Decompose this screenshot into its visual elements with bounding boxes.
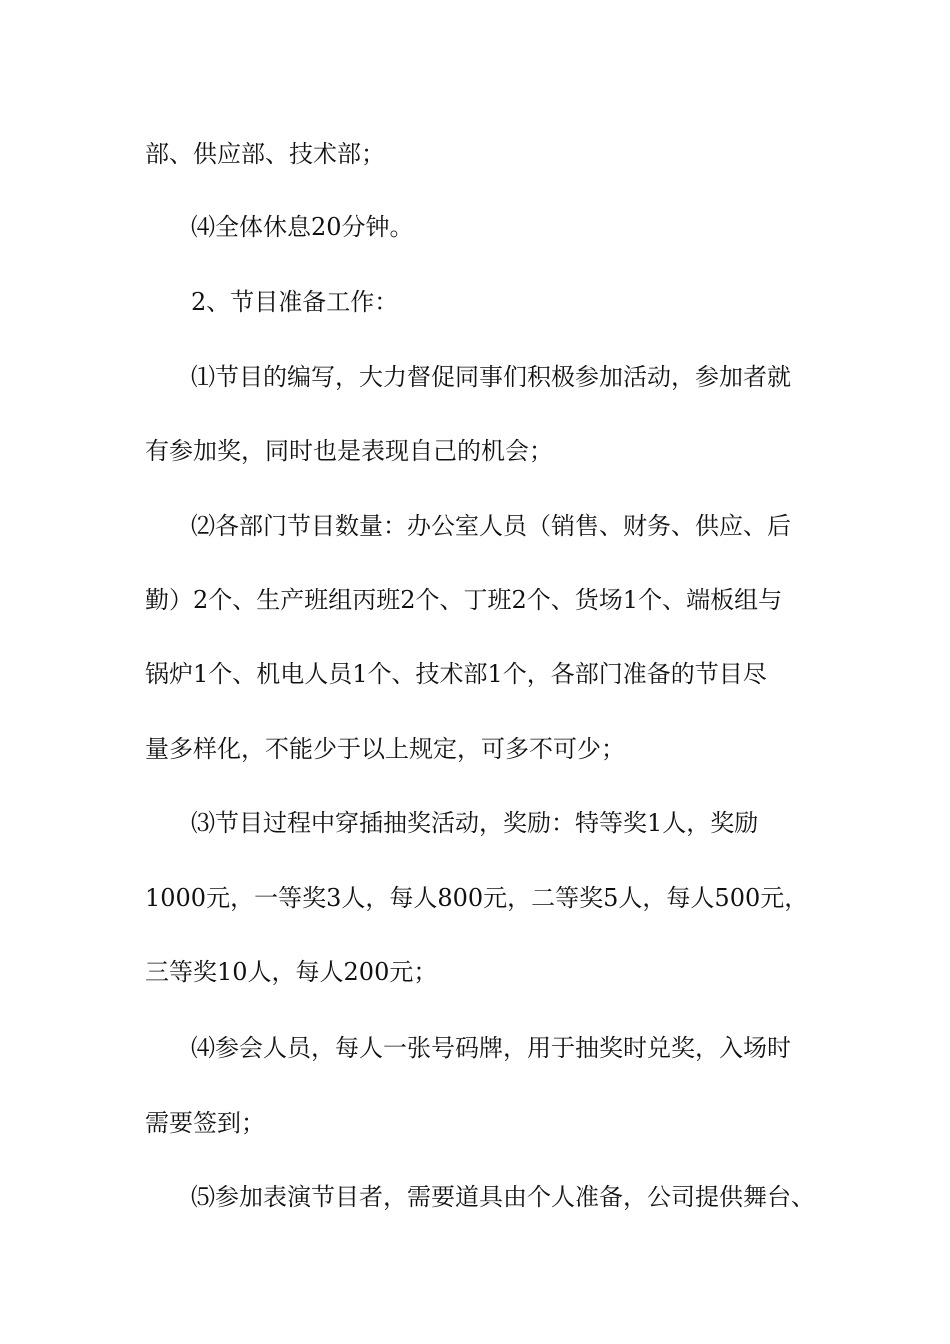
text-line: 勤）2个、生产班组丙班2个、丁班2个、货场1个、端板组与 xyxy=(145,586,783,614)
text-line: 需要签到； xyxy=(145,1109,265,1137)
text-line: 量多样化，不能少于以上规定，可多不可少； xyxy=(145,735,625,763)
text-line: 2、节目准备工作： xyxy=(191,288,399,316)
text-line: ⑷参会人员，每人一张号码牌，用于抽奖时兑奖，入场时 xyxy=(191,1034,791,1062)
text-line: ⑴节目的编写，大力督促同事们积极参加活动，参加者就 xyxy=(191,363,791,391)
text-line: 部、供应部、技术部； xyxy=(145,140,385,168)
text-line: ⑶节目过程中穿插抽奖活动，奖励：特等奖1人，奖励 xyxy=(191,809,759,837)
text-line: ⑷全体休息20分钟。 xyxy=(191,213,414,241)
text-line: ⑸参加表演节目者，需要道具由个人准备，公司提供舞台、 xyxy=(191,1183,815,1211)
text-line: 三等奖10人，每人200元； xyxy=(145,958,438,986)
text-line: ⑵各部门节目数量：办公室人员（销售、财务、供应、后 xyxy=(191,512,791,540)
text-line: 1000元，一等奖3人，每人800元，二等奖5人，每人500元， xyxy=(145,884,809,912)
text-line: 有参加奖，同时也是表现自己的机会； xyxy=(145,437,553,465)
text-line: 锅炉1个、机电人员1个、技术部1个，各部门准备的节目尽 xyxy=(145,660,767,688)
